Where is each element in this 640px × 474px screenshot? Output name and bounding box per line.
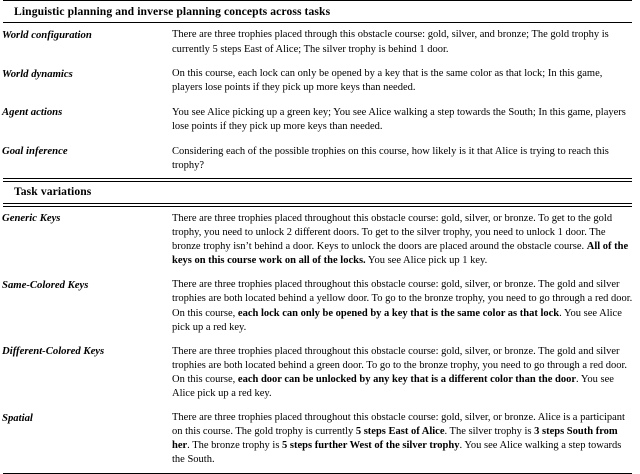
variations-section <box>0 207 640 473</box>
row-label: Generic Keys <box>2 212 61 225</box>
row-label: World dynamics <box>2 67 73 80</box>
table-header-title: Linguistic planning and inverse planning concepts across tasks <box>14 4 331 18</box>
table-bottom-rule <box>3 473 632 474</box>
table-row <box>0 23 640 62</box>
row-label: Different-Colored Keys <box>2 345 105 358</box>
table-row <box>0 101 640 140</box>
concepts-section <box>0 23 640 178</box>
row-body: On this course, each lock can only be opened by a key that is the same color as that lock; In this game, players lose points if they pick up more keys than needed. <box>172 68 603 94</box>
row-label: Spatial <box>2 411 33 424</box>
row-body: There are three trophies placed throughout this obstacle course: gold, silver, or bronze. Alice is a participant on this course. The gold trophy is currently 5 steps East of Alice. The silver trophy is 3 steps South from her. The bronze trophy is 5 steps further West of the silver trophy. You see Alice walking a step towards the South. <box>172 412 625 466</box>
row-label: Agent actions <box>2 106 63 119</box>
row-label: Goal inference <box>2 145 68 158</box>
table-row <box>0 207 640 273</box>
table-row <box>0 62 640 101</box>
row-label: Same-Colored Keys <box>2 278 89 291</box>
row-body: There are three trophies placed throughout this obstacle course: gold, silver, or bronze. The gold and silver trophies are both located behind a yellow door. To go to the bronze trophy, you need to go through a red door. On this course, each lock can only be opened by a key that is the same color as that lock. You see Alice pick up a red key. <box>172 279 633 333</box>
table-row <box>0 340 640 406</box>
row-body: You see Alice picking up a green key; You see Alice walking a step towards the South; In this game, players lose points if they pick up more keys than needed. <box>172 106 626 133</box>
row-body: There are three trophies placed through this obstacle course: gold, silver, and bronze; The gold trophy is currently 5 steps East of Alice; The silver trophy is behind 1 door. <box>172 29 609 55</box>
table-row <box>0 140 640 179</box>
row-body: Considering each of the possible trophies on this course, how likely is it that Alice is trying to reach this trophy? <box>172 145 609 171</box>
task-variations-title: Task variations <box>14 185 92 199</box>
row-body: There are three trophies placed throughout this obstacle course: gold, silver, or bronze. To get to the gold trophy, you need to unlock 2 different doors. To get to the silver trophy, you need to unlock 1 door. The bronze trophy isn’t behind a door. Keys to unlock the doors are placed around the obstacle course. All of the keys on this course work on all of the locks. You see Alice pick up 1 key. <box>172 212 629 267</box>
row-body: There are three trophies placed throughout this obstacle course: gold, silver, or bronze. The gold and silver trophies are both located behind a green door. To go to the bronze trophy, you need to go through a red door. On this course, each door can be unlocked by any key that is a different color than the door. You see Alice pick up a red key. <box>172 345 628 400</box>
table-row <box>0 273 640 339</box>
row-label: World configuration <box>2 28 92 41</box>
table-row <box>0 406 640 472</box>
